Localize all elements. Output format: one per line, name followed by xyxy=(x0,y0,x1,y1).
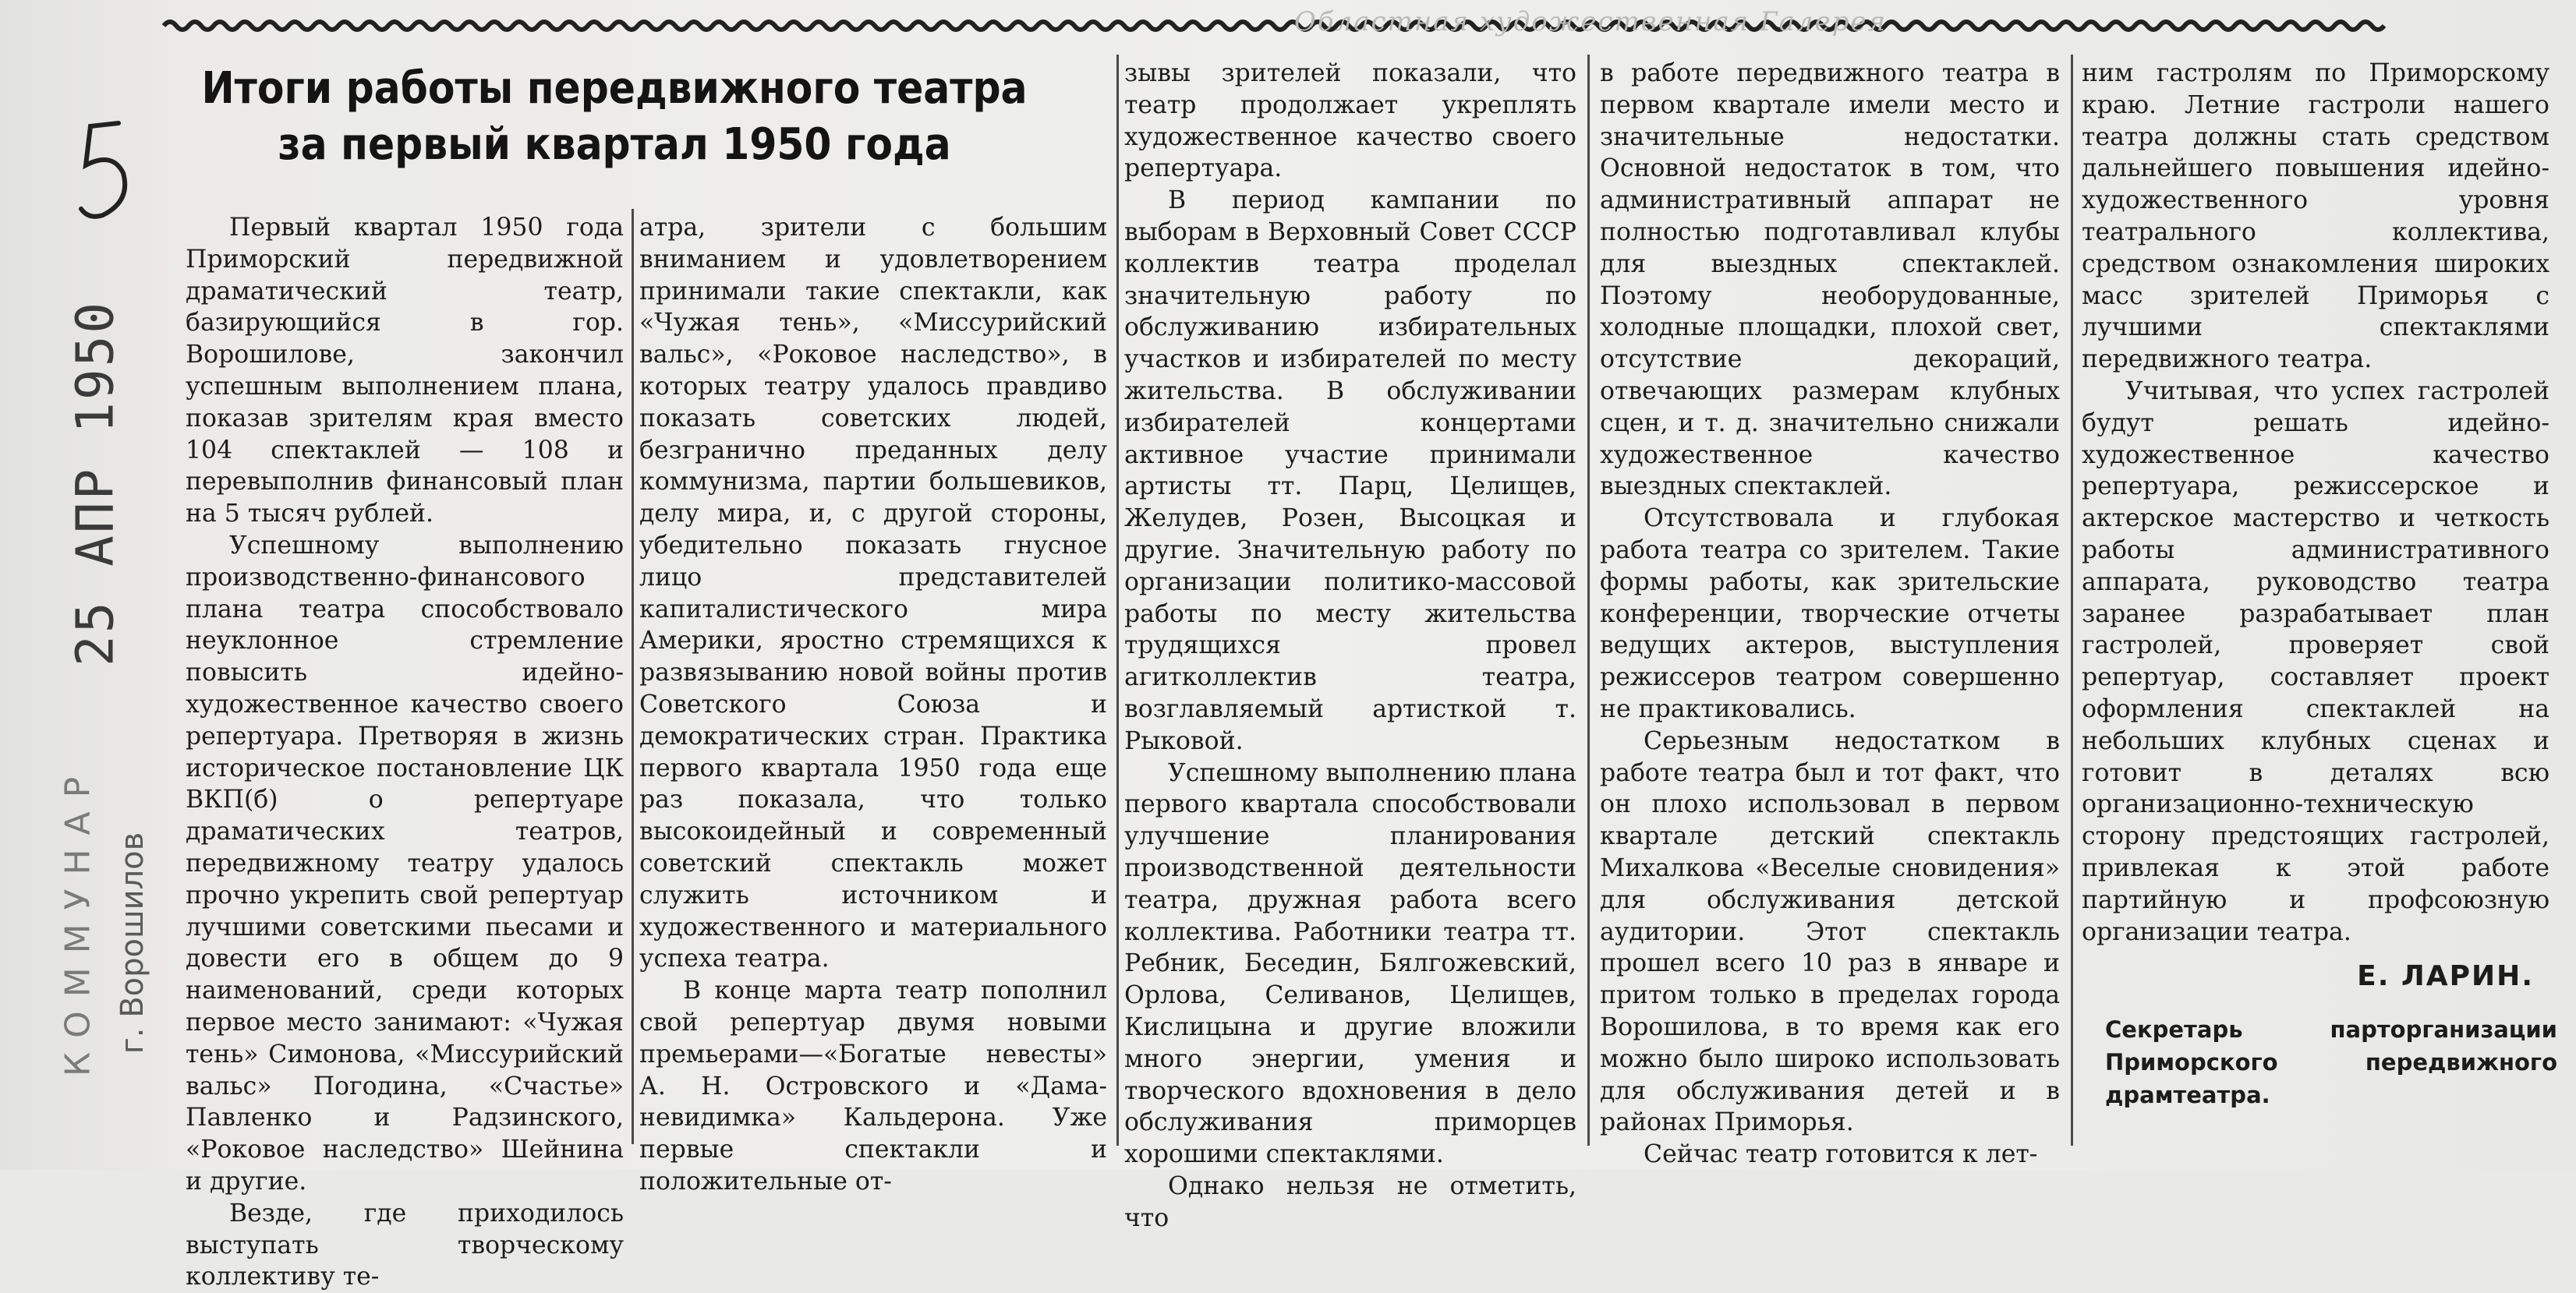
headline-line-2: за первый квартал 1950 года xyxy=(278,118,951,170)
paragraph: атра, зрители с большим вниманием и удовлетворением принимали такие спектакли, как «Чужая тень», «Миссурийский вальс», «Роковое наследство», в которых театру удалось правдиво показать советских людей, безгранично преданных делу коммунизма, партии большевиков, делу мира, и, с другой стороны, убедительно показать гнусное лицо представителей капиталистического мира Америки, яростно стремящихся к развязыванию новой войны против Советского Союза и демократических стран. Практика первого квартала 1950 года еще раз показала, что только высокоидейный и современный советский спектакль может служить источником и художественного и материального успеха театра. xyxy=(639,214,1107,973)
article-headline xyxy=(186,61,1043,172)
paragraph: В конце марта театр пополнил свой репертуар двумя новыми премьерами—«Богатые невесты» А. Н. Островского и «Дама-невидимка» Кальдерона. Уже первые спектакли и положительные от- xyxy=(639,977,1107,1196)
paragraph: ним гастролям по Приморскому краю. Летние гастроли нашего театра должны стать средством дальнейшего повышения идейно-художественного уровня театрального коллектива, средством ознакомления широких масс зрителей Приморья с лучшими спектаклями передвижного театра. xyxy=(2082,59,2549,374)
paragraph: Однако нельзя не отметить, что xyxy=(1124,1171,1576,1232)
author-title: Секретарь парторганизации Приморского передвижного драмтеатра. xyxy=(2105,1016,2557,1108)
paragraph: Отсутствовала и глубокая работа театра со зрителем. Такие формы работы, как зрительские конференции, творческие отчеты ведущих актеров, выступления режиссеров театром совершенно не практиковались. xyxy=(1600,504,2060,723)
author-signature: Е. ЛАРИН. xyxy=(2357,960,2534,992)
paragraph: Серьезным недостатком в работе театра был и тот факт, что он плохо использовал в первом квартале детский спектакль Михалкова «Веселые сновидения» для обслуживания детской аудитории. Этот спектакль прошел всего 10 раз в январе и притом только в пределах города Ворошилова, в то время как его можно было широко использовать для обслуживания детей и в районах Приморья. xyxy=(1600,726,2060,1137)
handwritten-number xyxy=(72,117,142,226)
city-stamp: г. Ворошилов xyxy=(115,832,150,1055)
paragraph: зывы зрителей показали, что театр продолжает укреплять художественное качество своего репертуара. xyxy=(1124,59,1576,183)
newspaper-name: КОММУНАР xyxy=(58,762,98,1077)
column-rule xyxy=(2071,55,2073,1146)
headline-line-1: Итоги работы передвижного театра xyxy=(201,63,1028,114)
column-rule xyxy=(1116,55,1119,1146)
paragraph: Первый квартал 1950 года Приморский передвижной драматический театр, базирующийся в гор. Ворошилове, закончил успешным выполнением плана, показав зрителям края вместо 104 спектаклей — 108 и перевыполнив финансовый план на 5 тысяч рублей. xyxy=(186,214,624,528)
article-column-1 xyxy=(186,212,624,1293)
paragraph: Успешному выполнению производственно-финансового плана театра способствовало неуклонное стремление повысить идейно-художественное качество своего репертуара. Претворяя в жизнь историческое постановление ЦК ВКП(б) о репертуаре драматических театров, передвижному театру удалось прочно укрепить свой репертуар лучшими советскими пьесами и довести его в общем до 9 наименований, среди которых первое место занимают: «Чужая тень» Симонова, «Миссурийский вальс» Погодина, «Счастье» Павленко и Радзинского, «Роковое наследство» Шейнина и другие. xyxy=(186,531,624,1196)
column-rule xyxy=(632,209,634,1144)
paragraph: В период кампании по выборам в Верховный Совет СССР коллектив театра проделал значительную работу по обслуживанию избирательных участков и избирателей по месту жительства. В обслуживании избирателей концертами активное участие принимали артисты тт. Парц, Целищев, Желудев, Розен, Высоцкая и другие. Значительную работу по организации политико-массовой работы по месту жительства трудящихся провел агитколлектив театра, возглавляемый артисткой т. Рыковой. xyxy=(1124,186,1576,755)
article-column-3 xyxy=(1124,58,1576,1234)
article-column-5 xyxy=(2082,58,2549,948)
article-column-4 xyxy=(1600,58,2060,1171)
article-column-2 xyxy=(639,212,1107,1198)
paragraph: Успешному выполнению плана первого квартала способствовали улучшение планирования производственной деятельности театра, дружная работа всего коллектива. Работники театра тт. Ребник, Беседин, Бялгожевский, Орлова, Селиванов, Целищев, Кислицына и другие вложили много энергии, умения и творческого вдохновения в дело обслуживания приморцев хорошими спектаклями. xyxy=(1124,758,1576,1169)
date-stamp: 25 АПР 1950 xyxy=(65,299,126,667)
masthead-ghost-text: Областная художественная Галерея xyxy=(1294,6,1888,37)
column-rule xyxy=(1587,55,1590,1146)
paragraph: в работе передвижного театра в первом квартале имели место и значительные недостатки. Основной недостаток в том, что административный аппарат не полностью подготавливал клубы для выездных спектаклей. Поэтому необорудованные, холодные площадки, плохой свет, отсутствие декораций, отвечающих размерам клубных сцен, и т. д. значительно снижали художественное качество выездных спектаклей. xyxy=(1600,59,2060,501)
paragraph: Везде, где приходилось выступать творческому коллективу те- xyxy=(186,1199,624,1291)
paragraph: Сейчас театр готовится к лет- xyxy=(1644,1140,2038,1169)
paragraph: Учитывая, что успех гастролей будут решать идейно-художественное качество репертуара, режиссерское и актерское мастерство и четкость работы административного аппарата, руководство театра заранее разрабатывает план гастролей, проверяет свой репертуар, составляет проект оформления спектаклей на небольших клубных сценах и готовит в деталях всю организационно-техническую сторону предстоящих гастролей, привлекая к этой работе партийную и профсоюзную организации театра. xyxy=(2082,376,2549,946)
